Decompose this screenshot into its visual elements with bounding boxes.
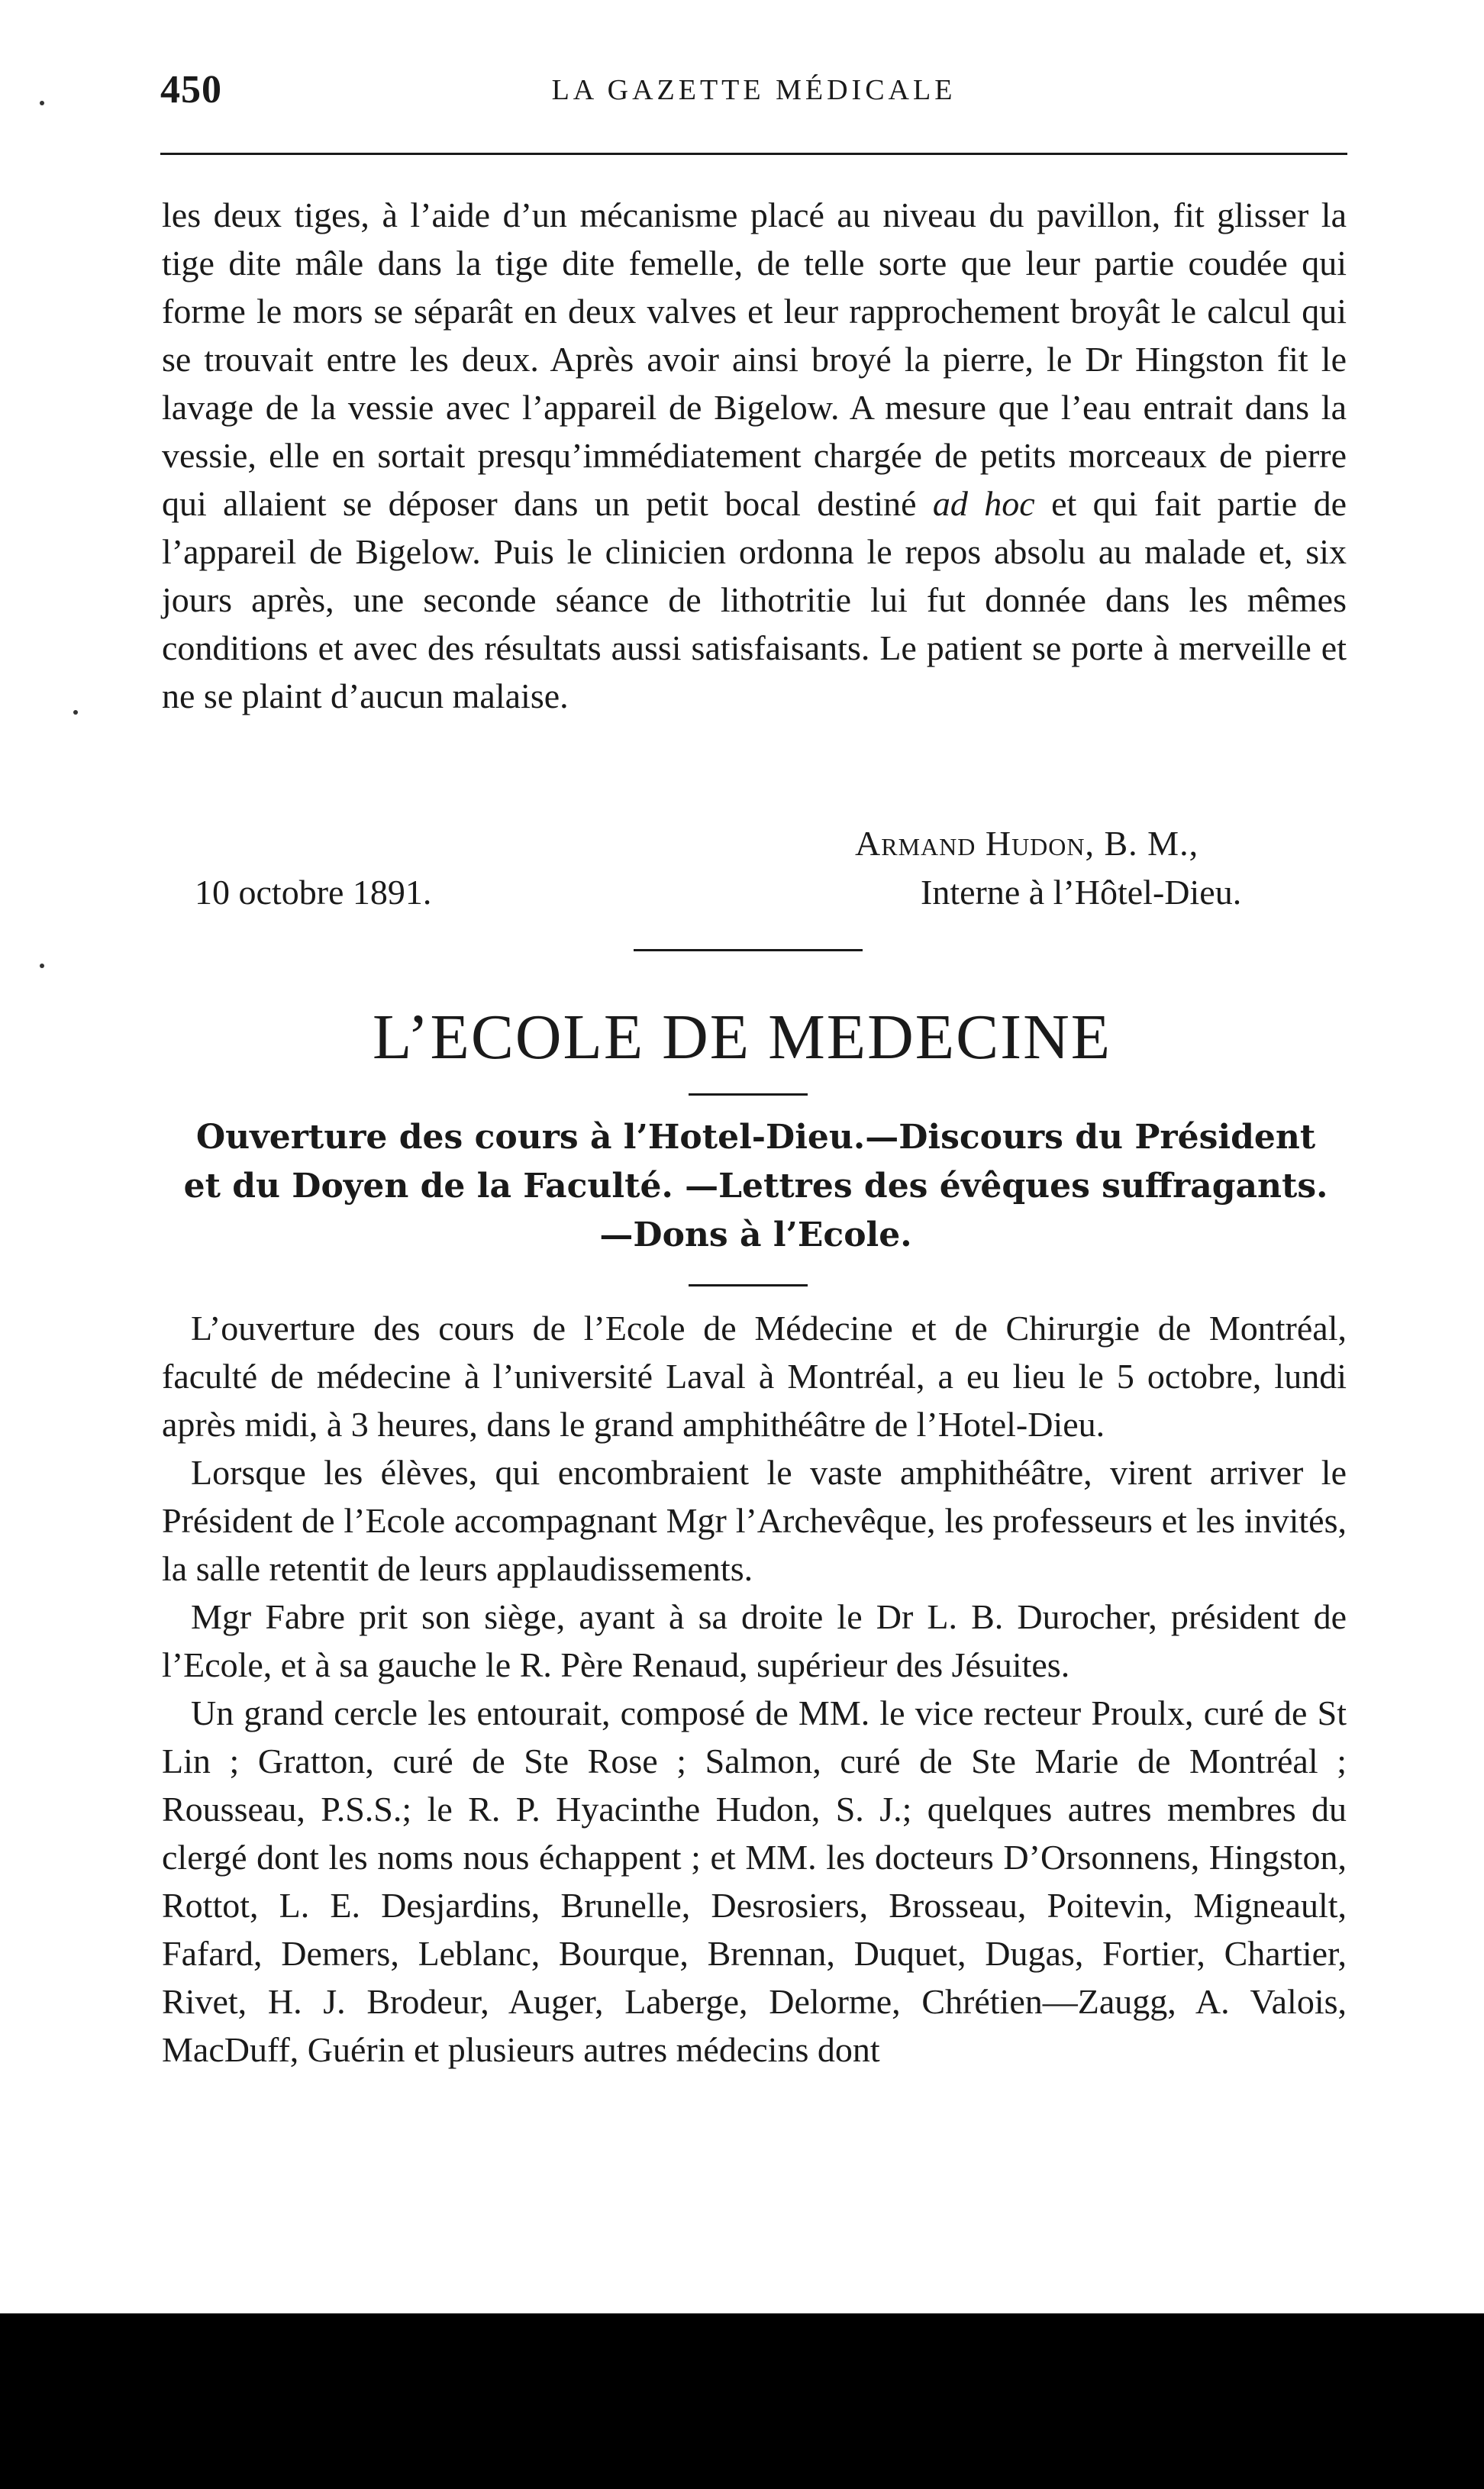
date-line: 10 octobre 1891.	[195, 873, 432, 912]
title-divider	[689, 1093, 808, 1096]
signature-name: Armand Hudon, B. M.,	[855, 824, 1199, 863]
margin-speck	[40, 964, 44, 968]
article-title: L’ECOLE DE MEDECINE	[372, 1002, 1112, 1073]
running-head: LA GAZETTE MÉDICALE	[551, 74, 957, 106]
paragraph-text: les deux tiges, à l’aide d’un mécanisme placé au niveau du pavillon, fit glisser la tige dite mâle dans la tige dite femelle, de telle sorte que leur partie coudée qui forme le mors se séparât en deux valves et leur rapprochement broyât le calcul qui se trouvait entre les deux. Après avoir ainsi broyé la pierre, le Dr Hingston fit le lavage de la vessie avec l’appareil de Bigelow. A mesure que l’eau entrait dans la vessie, elle en sortait presqu’immédiatement chargée de petits morceaux de pierre qui allaient se déposer dans un petit bocal destiné	[162, 195, 1347, 523]
header-rule	[160, 153, 1347, 155]
margin-speck	[73, 710, 78, 715]
page-number: 450	[160, 68, 222, 111]
article-paragraph: Un grand cercle les entourait, composé de MM. le vice recteur Proulx, curé de St Lin ; Gratton, curé de Ste Rose ; Salmon, curé de Ste Marie de Montréal ; Rousseau, P.S.S.; le R. P. Hyacinthe Hudon, S. J.; quelques autres membres du clergé dont les noms nous échappent ; et MM. les docteurs D’Orsonnens, Hingston, Rottot, L. E. Desjardins, Brunelle, Desrosiers, Brosseau, Poitevin, Migneault, Fafard, Demers, Leblanc, Bourque, Brennan, Duquet, Dugas, Fortier, Chartier, Rivet, H. J. Brodeur, Auger, Laberge, Delorme, Chrétien—Zaugg, A. Valois, MacDuff, Guérin et plusieurs autres médecins dont	[162, 1693, 1347, 2069]
paragraph-text-cont: et qui fait partie de l’appareil de Bigelow. Puis le clinicien ordonna le repos absolu au malade et, six jours après, une seconde séance de lithotritie lui fut donnée dans les mêmes conditions et avec des résultats aussi satisfaisants. Le patient se porte à merveille et ne se plaint d’aucun malaise.	[162, 484, 1347, 715]
page-header	[160, 67, 1347, 128]
margin-speck	[40, 101, 44, 105]
signature-title: Interne à l’Hôtel-Dieu.	[921, 873, 1242, 912]
italic-phrase: ad hoc	[932, 484, 1035, 523]
article-paragraph: Mgr Fabre prit son siège, ayant à sa droite le Dr L. B. Durocher, président de l’Ecole, et à sa gauche le R. Père Renaud, supérieur des Jésuites.	[162, 1597, 1347, 1684]
section-divider	[634, 949, 863, 951]
article-body	[162, 1304, 1347, 2074]
continued-paragraph	[162, 191, 1347, 720]
scan-edge-bar	[0, 2313, 1484, 2489]
article-paragraph: L’ouverture des cours de l’Ecole de Médecine et de Chirurgie de Montréal, faculté de médecine à l’université Laval à Montréal, a eu lieu le 5 octobre, lundi après midi, à 3 heures, dans le grand amphithéâtre de l’Hotel-Dieu.	[162, 1309, 1347, 1444]
article-paragraph: Lorsque les élèves, qui encombraient le vaste amphithéâtre, virent arriver le Président de l’Ecole accompagnant Mgr l’Archevêque, les professeurs et les invités, la salle retentit de leurs applaudissements.	[162, 1453, 1347, 1588]
article-subtitle: Ouverture des cours à l’Hotel-Dieu.—Discours du Président et du Doyen de la Faculté. —Lettres des évêques suffragants.—Dons à l’Ecole.	[183, 1118, 1328, 1254]
subtitle-divider	[689, 1284, 808, 1286]
